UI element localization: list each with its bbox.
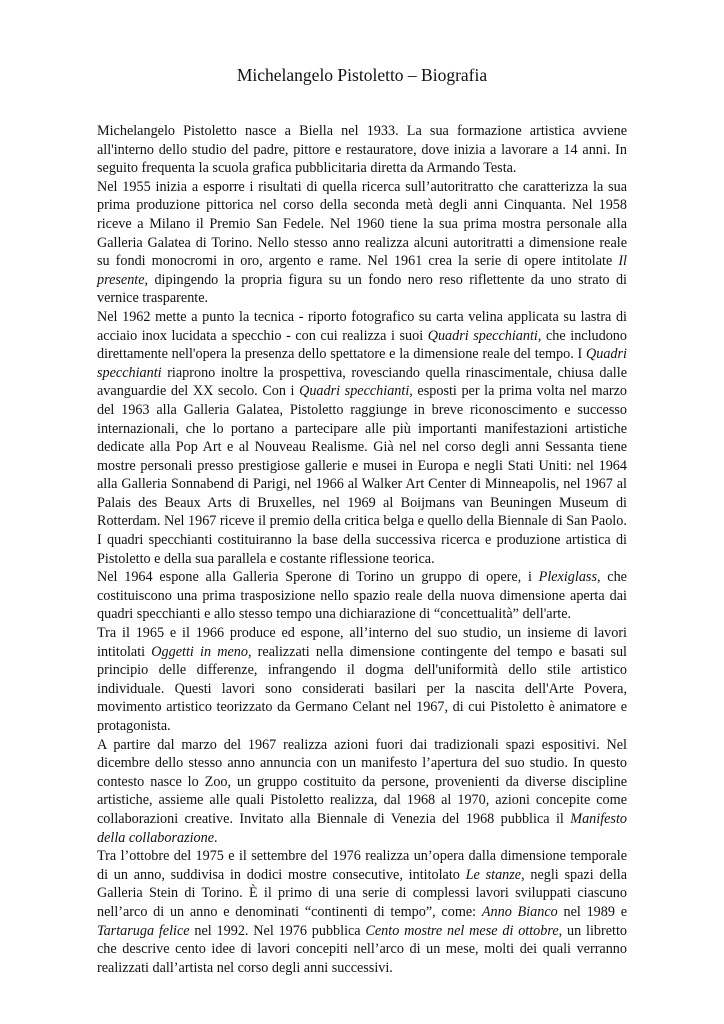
text-run: , negli spazi della Galleria Stein di Torino. È il primo di una serie di complessi lavori sviluppati ciascuno nell’arco di un anno e denominati “continenti di tempo”, come:	[97, 866, 627, 920]
text-run: , esposti per la prima volta nel marzo del 1963 alla Galleria Galatea, Pistoletto raggiunge in breve riconoscimento e successo internazionali, che lo portano a partecipare alle più importanti manifestazioni artistiche dedicate alla Pop Art e al Nouveau Realisme. Già nel nel corso degli anni Sessanta tiene mostre personali presso prestigiose gallerie e musei in Europa e negli Stati Uniti: nel 1964 alla Galleria Sonnabend di Parigi, nel 1966 al Walker Art Center di Minneapolis, nel 1967 al Palais des Beaux Arts di Bruxelles, nel 1969 al Boijmans van Beuningen Museum di Rotterdam. Nel 1967 riceve il premio della critica belga e quello della Biennale di San Paolo.	[97, 383, 627, 530]
italic-title-run: Tartaruga felice	[97, 922, 190, 939]
paragraph	[97, 847, 627, 977]
italic-title-run: Quadri specchianti	[97, 346, 627, 381]
text-run: Nel 1955 inizia a esporre i risultati di quella ricerca sull’autoritratto che caratterizza la sua prima produzione pittorica nel corso della seconda metà degli anni Cinquanta. Nel 1958 riceve a Milano il Premio San Fedele. Nel 1960 tiene la sua prima mostra personale alla Galleria Galatea di Torino. Nello stesso anno realizza alcuni autoritratti a dimensione reale su fondi monocromi in oro, argento e rame. Nel 1961 crea la serie di opere intitolate	[97, 178, 627, 270]
text-run: riaprono inoltre la prospettiva, rovesciando quella rinascimentale, chiusa dalle avanguardie del XX secolo. Con i	[97, 364, 627, 400]
italic-title-run: Oggetti in meno	[151, 643, 248, 660]
italic-title-run: Plexiglass	[538, 569, 597, 586]
text-run: Tra il 1965 e il 1966 produce ed espone, all’interno del suo studio, un insieme di lavori intitolati	[97, 625, 627, 660]
text-run: Michelangelo Pistoletto nasce a Biella nel 1933. La sua formazione artistica avviene all'interno dello studio del padre, pittore e restauratore, dove inizia a lavorare a 14 anni. In seguito frequenta la scuola grafica pubblicitaria diretta da Armando Testa.	[97, 123, 627, 177]
paragraph	[97, 624, 627, 736]
text-run: Nel 1962 mette a punto la tecnica - riporto fotografico su carta velina applicata su lastra di acciaio inox lucidata a specchio - con cui realizza i suoi	[97, 308, 627, 344]
text-run: Nel 1964 espone alla Galleria Sperone di Torino un gruppo di opere, i	[97, 569, 539, 586]
document-title: Michelangelo Pistoletto – Biografia	[236, 65, 488, 85]
paragraph	[97, 568, 627, 624]
italic-title-run: Le stanze	[465, 866, 522, 883]
text-run: .	[214, 829, 218, 846]
italic-title-run: Quadri specchianti	[299, 383, 410, 400]
paragraph	[97, 736, 627, 848]
italic-title-run: Il presente	[97, 253, 627, 288]
italic-title-run: Manifesto della collaborazione	[97, 810, 627, 846]
paragraph	[97, 531, 627, 568]
paragraph	[97, 308, 627, 531]
text-run: nel 1992. Nel 1976 pubblica	[189, 922, 366, 939]
text-run: A partire dal marzo del 1967 realizza azioni fuori dai tradizionali spazi espositivi. Nel dicembre dello stesso anno annuncia con un manifesto l’apertura del suo studio. In questo contesto nasce lo Zoo, un gruppo costituito da persone, provenienti da diverse discipline artistiche, assieme alle quali Pistoletto realizza, dal 1968 al 1970, azioni concepite come collaborazioni creative. Invitato alla Biennale di Venezia del 1968 pubblica il	[97, 736, 627, 827]
biography-text	[97, 122, 627, 977]
text-run: , realizzati nella dimensione contingente del tempo e basati sul principio delle differenze, infrangendo il dogma dell'uniformità dello stile artistico individuale. Questi lavori sono considerati basilari per la nascita dell'Arte Povera, movimento artistico teorizzato da Germano Celant nel 1967, di cui Pistoletto è animatore e protagonista.	[97, 643, 628, 734]
text-run: , che costituiscono una prima trasposizione nello spazio reale della nuova dimensione aperta dai quadri specchianti e allo stesso tempo una dichiarazione di “concettualità” dell'arte.	[97, 569, 627, 623]
text-run: , un libretto che descrive cento idee di lavori concepiti nell’arco di un mese, molti dei quali verranno realizzati dall’artista nel corso degli anni successivi.	[97, 922, 627, 976]
italic-title-run: Anno Bianco	[481, 903, 558, 920]
text-run: Tra l’ottobre del 1975 e il settembre del 1976 realizza un’opera dalla dimensione temporale di un anno, suddivisa in dodici mostre consecutive, intitolato	[97, 848, 627, 883]
text-run: , dipingendo la propria figura su un fondo nero reso riflettente da uno strato di vernice trasparente.	[97, 271, 627, 307]
text-run: I quadri specchianti costituiranno la base della successiva ricerca e produzione artistica di Pistoletto e della sua parallela e costante riflessione teorica.	[97, 532, 627, 567]
text-run: , che includono direttamente nell'opera la presenza dello spettatore e la dimensione reale del tempo. I	[97, 327, 627, 363]
text-run: nel 1989 e	[557, 903, 627, 920]
paragraph	[97, 178, 627, 308]
italic-title-run: Quadri specchianti	[427, 327, 538, 344]
italic-title-run: Cento mostre nel mese di ottobre	[365, 922, 559, 939]
paragraph	[97, 122, 627, 178]
